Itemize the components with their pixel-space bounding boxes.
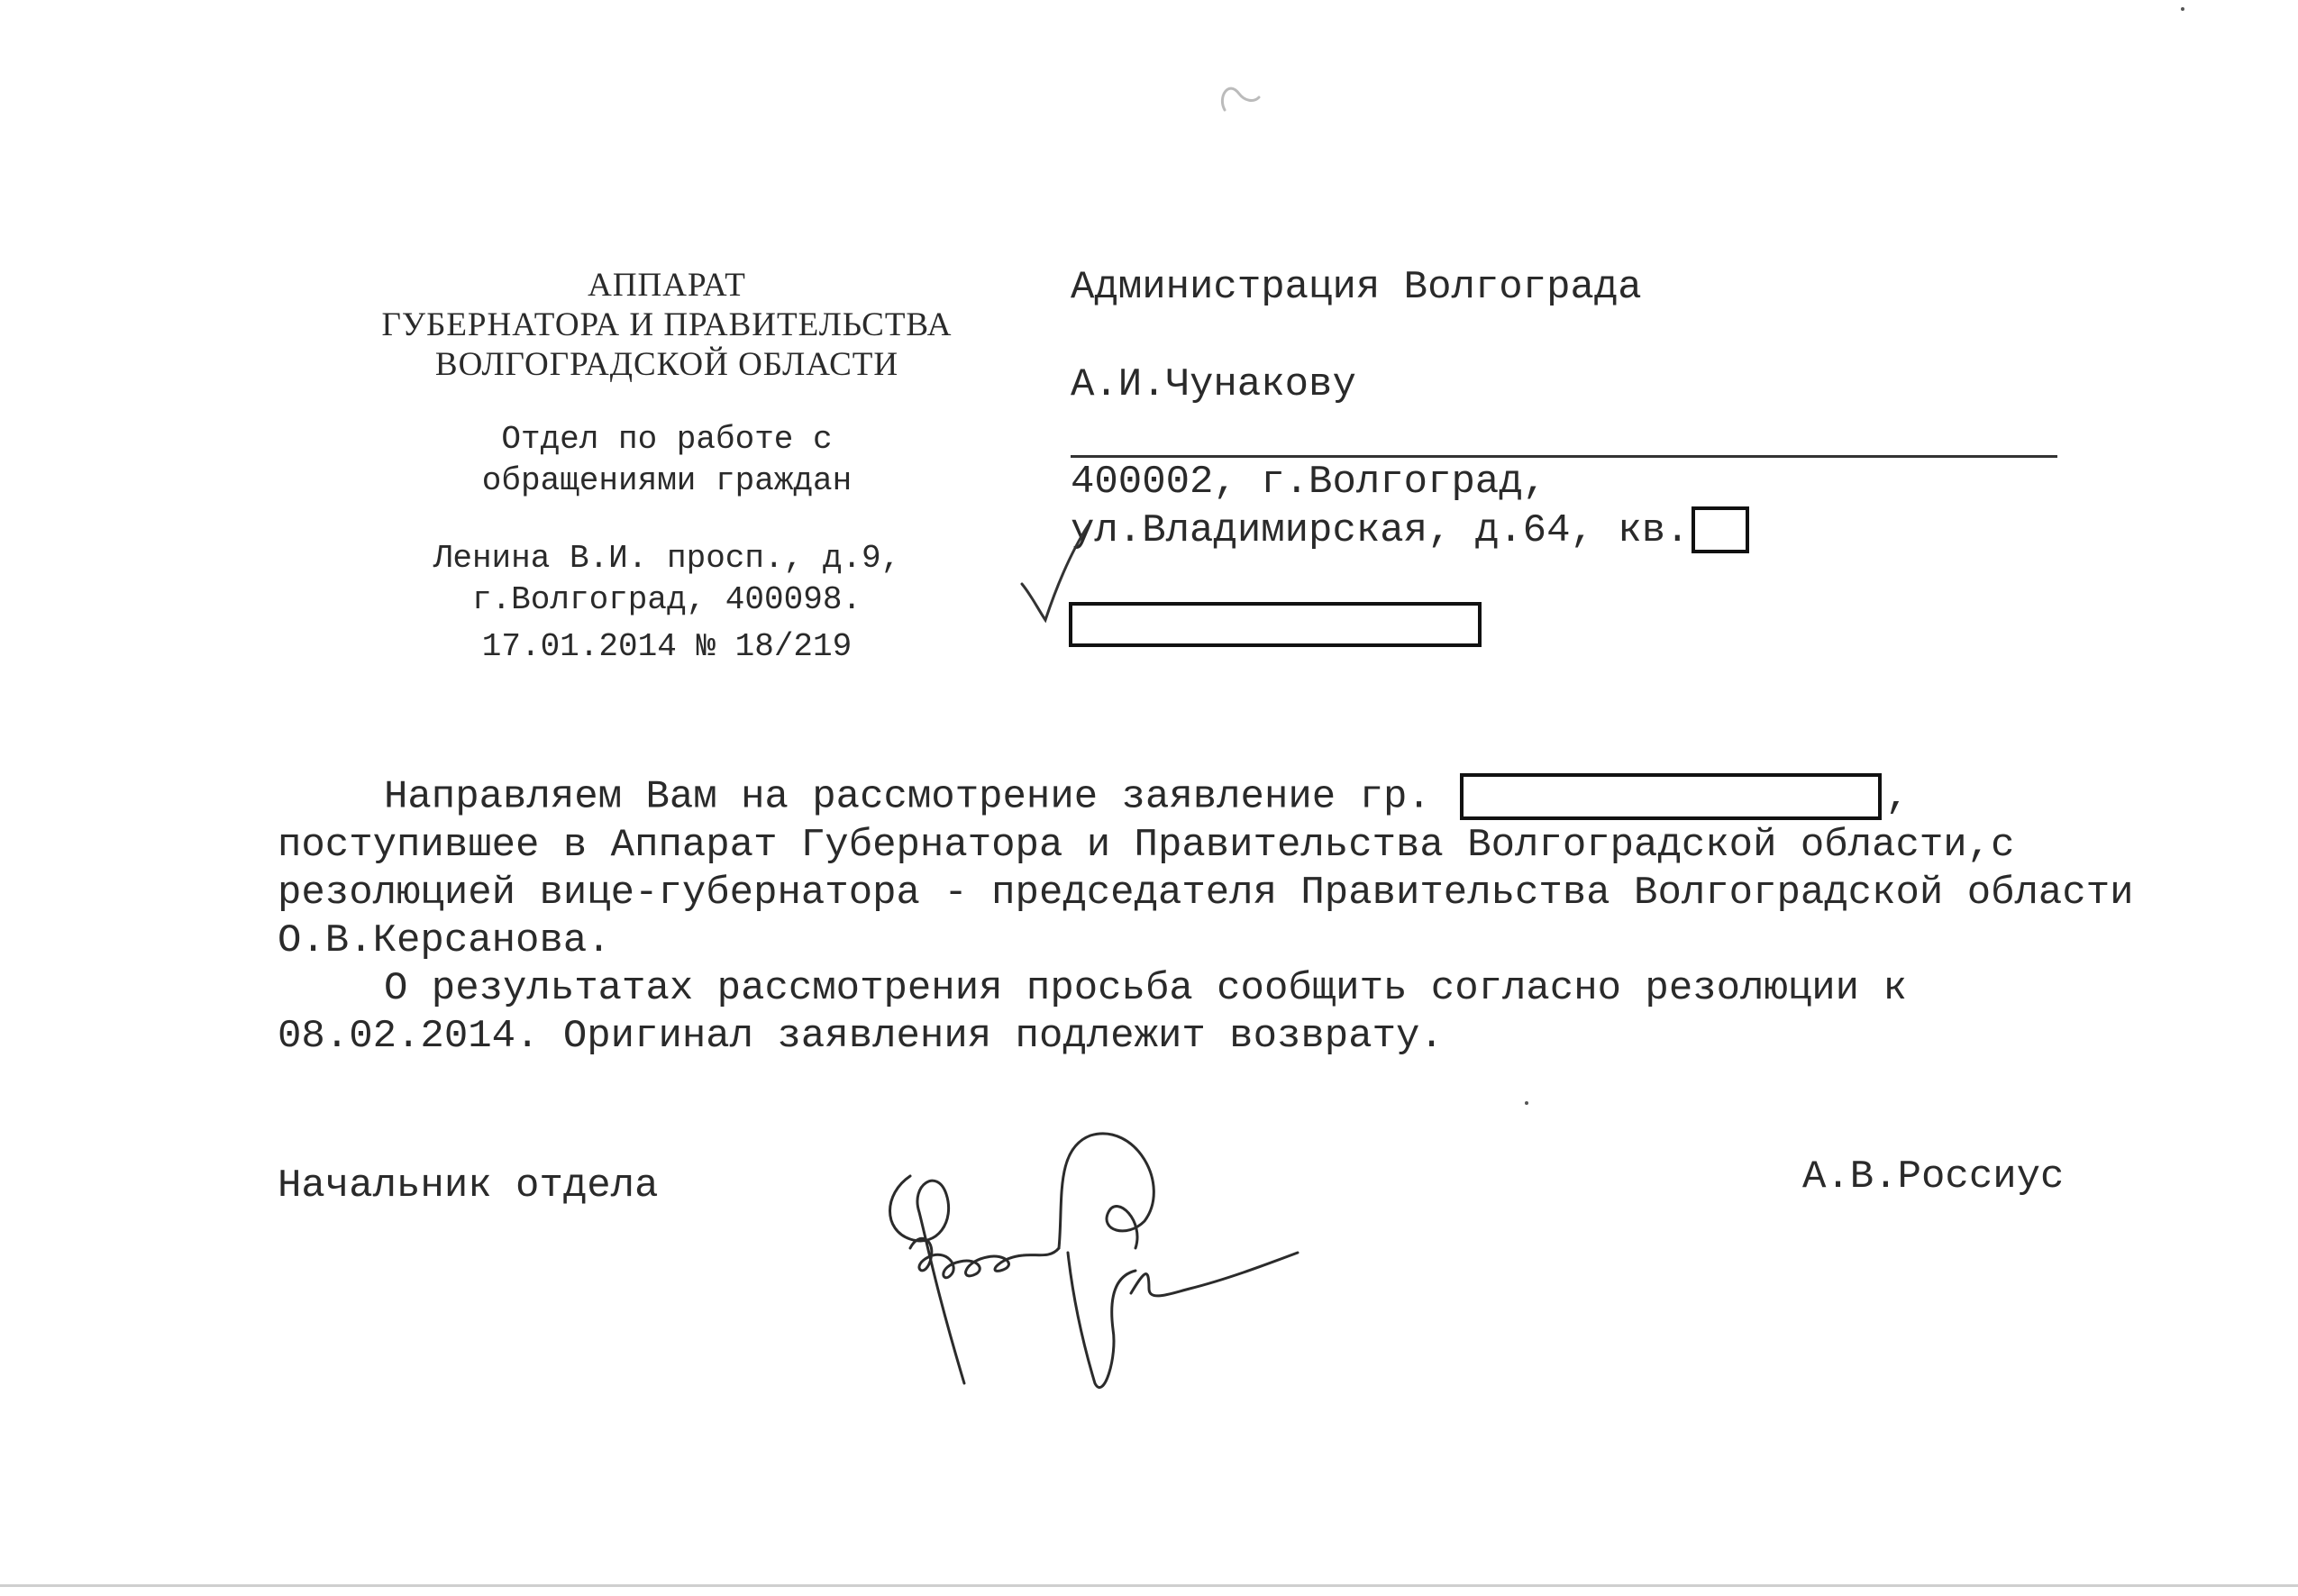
scan-edge: [0, 1584, 2298, 1587]
recipient-block: [1071, 261, 2062, 411]
recipient-address-line2-text: ул.Владимирская, д.64, кв.: [1071, 508, 1690, 553]
scan-mark-icon: [1212, 70, 1275, 124]
sender-department-line: обращениями граждан: [481, 462, 853, 499]
sender-org-line: ВОЛГОГРАДСКОЙ ОБЛАСТИ: [434, 346, 899, 383]
sender-org-line: АППАРАТ: [588, 267, 746, 304]
body-paragraph-1: [278, 773, 2157, 965]
sender-address: [297, 538, 1036, 621]
body-paragraph-1-rest: поступившее в Аппарат Губернатора и Правительства Волгоградской области,с резолюцией вице-губернатора - председателя Правительства Волгоградской области О.В.Керсанова.: [278, 822, 2157, 963]
body-paragraph-1-comma: ,: [1885, 774, 1910, 820]
apartment-redaction-box: [1692, 506, 1749, 553]
handwritten-signature: [874, 1113, 1307, 1410]
applicant-name-redaction-box: [1460, 773, 1882, 820]
sender-block: [297, 266, 1036, 670]
recipient-organization: Администрация Волгограда: [1071, 265, 1642, 310]
date-and-reference-number: 17.01.2014 № 18/219: [481, 628, 853, 665]
signatory-title: Начальник отдела: [278, 1163, 659, 1208]
speck: [2181, 7, 2184, 11]
sender-address-line: г.Волгоград, 400098.: [471, 581, 862, 618]
body-paragraph-2: О результатах рассмотрения просьба сообщить согласно резолюции к 08.02.2014. Оригинал заявления подлежит возврату.: [278, 965, 1931, 1059]
recipient-address: [1071, 458, 2062, 555]
speck: [1525, 1101, 1528, 1105]
checkmark-icon: [1018, 521, 1099, 629]
recipient-address-line2: [1071, 506, 2062, 555]
sender-address-line: Ленина В.И. просп., д.9,: [433, 540, 901, 577]
sender-department: [297, 419, 1036, 502]
letter-body: [278, 773, 2157, 1061]
body-paragraph-1-start: Направляем Вам на рассмотрение заявление гр.: [384, 774, 1431, 820]
sender-org-line: ГУБЕРНАТОРА И ПРАВИТЕЛЬСТВА: [381, 306, 953, 343]
recipient-person: А.И.Чунакову: [1071, 362, 1356, 407]
signatory-name: А.В.Россиус: [1802, 1154, 2065, 1199]
sender-department-line: Отдел по работе с: [501, 421, 833, 458]
recipient-address-line1: 400002, г.Волгоград,: [1071, 460, 1547, 505]
recipient-redaction-box: [1069, 602, 1482, 647]
